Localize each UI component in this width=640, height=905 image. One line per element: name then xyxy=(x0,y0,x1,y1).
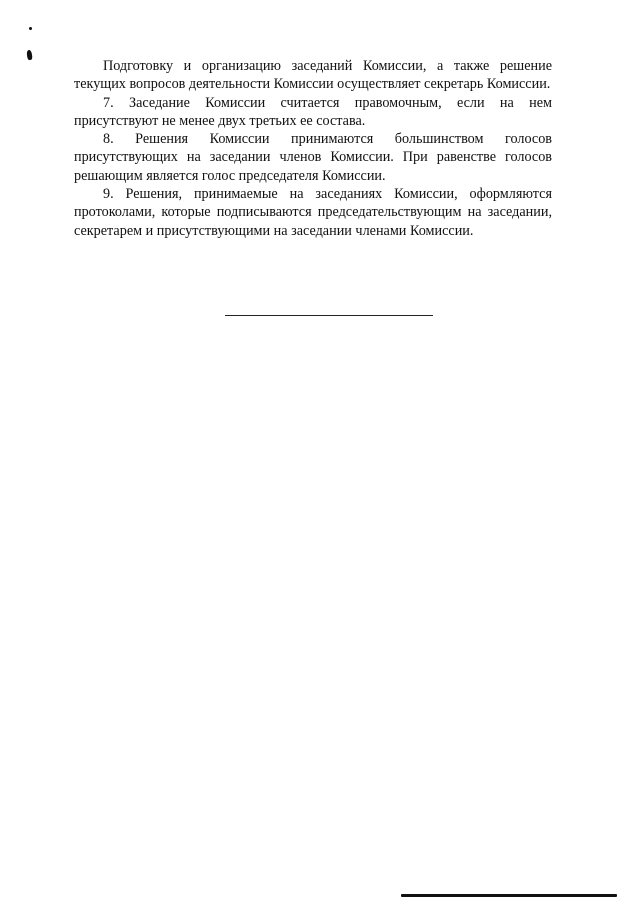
end-of-text-divider xyxy=(225,315,433,316)
paragraph-protocols: 9. Решения, принимаемые на заседаниях Комиссии, оформляются протоколами, которые подписываются председательствующим на заседании, секретарем и присутствующими на заседании членами Комиссии. xyxy=(74,186,552,239)
document-body xyxy=(74,57,552,240)
paragraph-quorum: 7. Заседание Комиссии считается правомочным, если на нем присутствуют не менее двух третьих ее состава. xyxy=(74,94,552,129)
paragraph-decision-voting: 8. Решения Комиссии принимаются большинством голосов присутствующих на заседании членов Комиссии. При равенстве голосов решающим является голос председателя Комиссии. xyxy=(74,131,552,184)
scan-speck-mark xyxy=(26,50,32,61)
scan-speck-mark xyxy=(29,27,32,30)
scan-edge-mark xyxy=(401,894,617,897)
paragraph-secretary-duties: Подготовку и организацию заседаний Комиссии, а также решение текущих вопросов деятельности Комиссии осуществляет секретарь Комиссии. xyxy=(74,58,552,93)
